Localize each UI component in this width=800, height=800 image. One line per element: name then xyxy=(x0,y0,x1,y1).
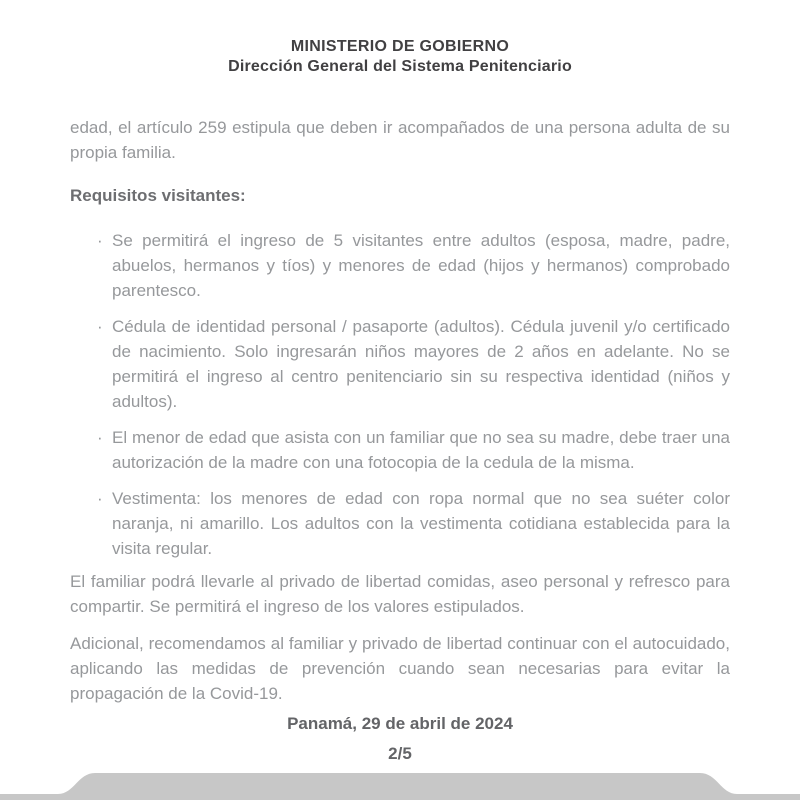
intro-paragraph: edad, el artículo 259 estipula que deben ir acompañados de una persona adulta de su propia familia. xyxy=(70,118,730,162)
bullet-icon: · xyxy=(97,317,103,336)
list-item-text: Vestimenta: los menores de edad con ropa normal que no sea suéter color naranja, ni amarillo. Los adultos con la vestimenta cotidiana establecida para la visita regular. xyxy=(112,489,730,558)
list-item xyxy=(70,486,730,561)
closing-paragraph: Adicional, recomendamos al familiar y privado de libertad continuar con el autocuidado, aplicando las medidas de prevención cuando sean necesarias para evitar la propagación de la Covid-19. xyxy=(70,634,730,703)
list-item-text: Cédula de identidad personal / pasaporte (adultos). Cédula juvenil y/o certificado de nacimiento. Solo ingresarán niños mayores de 2 años en adelante. No se permitirá el ingreso al centro penitenciario sin su respectiva identidad (niños y adultos). xyxy=(112,317,730,411)
document-header xyxy=(70,0,730,76)
page-indicator: 2/5 xyxy=(388,744,412,763)
bullet-icon: · xyxy=(97,428,103,447)
list-item xyxy=(70,425,730,475)
page-title: MINISTERIO DE GOBIERNO xyxy=(290,38,510,55)
dateline: Panamá, 29 de abril de 2024 xyxy=(287,714,513,733)
list-item xyxy=(70,228,730,303)
section-heading: Requisitos visitantes: xyxy=(70,186,246,205)
list-item xyxy=(70,314,730,414)
list-item-text: El menor de edad que asista con un familiar que no sea su madre, debe traer una autorización de la madre con una fotocopia de la cedula de la misma. xyxy=(112,428,730,472)
bullet-icon: · xyxy=(97,231,103,250)
requirements-list xyxy=(70,228,730,561)
closing-paragraph: El familiar podrá llevarle al privado de libertad comidas, aseo personal y refresco para compartir. Se permitirá el ingreso de los valores estipulados. xyxy=(70,572,730,616)
next-page-tab xyxy=(0,765,800,800)
page-subtitle: Dirección General del Sistema Penitenciario xyxy=(228,58,572,75)
page-content xyxy=(70,0,730,766)
list-item-text: Se permitirá el ingreso de 5 visitantes entre adultos (esposa, madre, padre, abuelos, hermanos y tíos) y menores de edad (hijos y hermanos) comprobado parentesco. xyxy=(112,231,730,300)
bullet-icon: · xyxy=(97,489,103,508)
